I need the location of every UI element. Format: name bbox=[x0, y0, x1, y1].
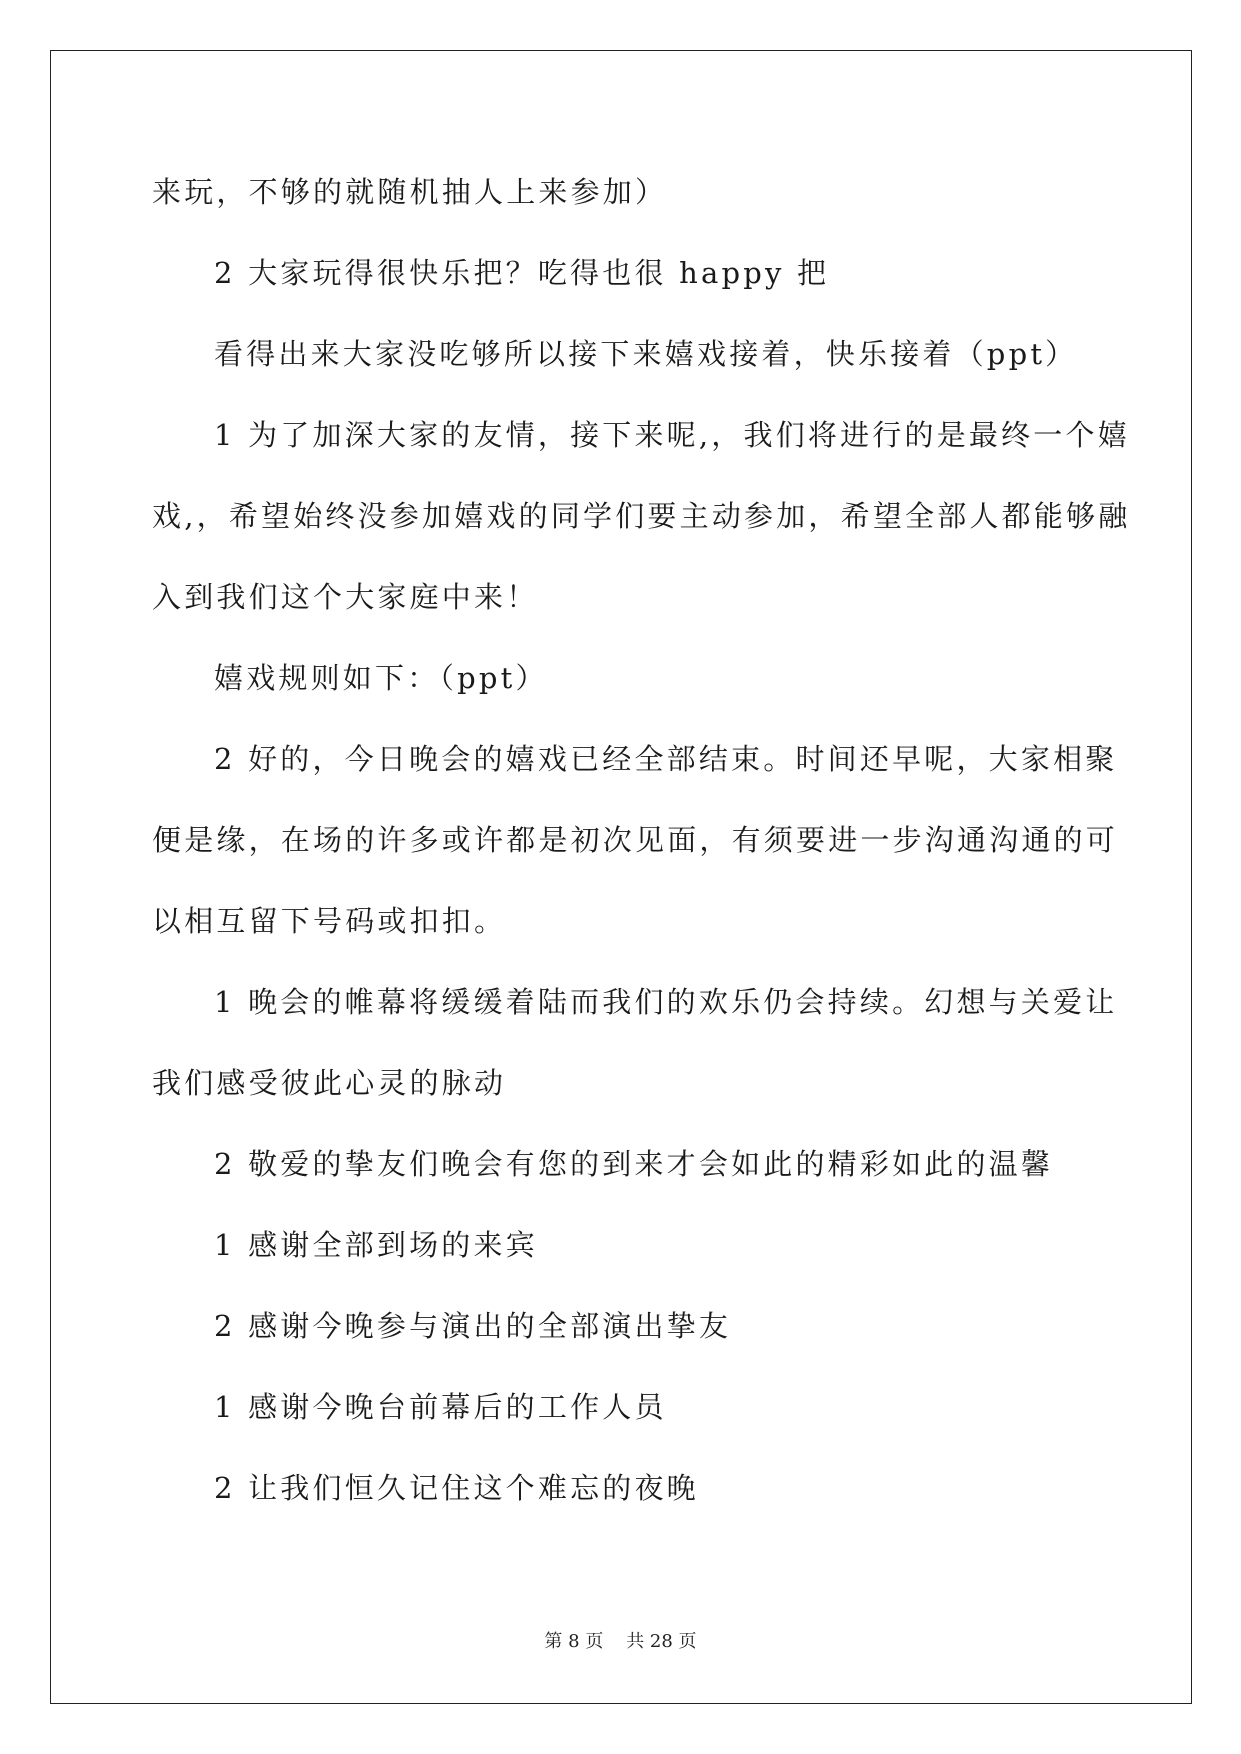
page-number-footer: 第 8 页 共 28 页 bbox=[544, 1631, 697, 1652]
paragraph-line: 2 好的，今日晚会的嬉戏已经全部结束。时间还早呢，大家相聚 bbox=[214, 742, 1118, 776]
document-body bbox=[152, 160, 1131, 1537]
paragraph-line: 2 感谢今晚参与演出的全部演出挚友 bbox=[214, 1309, 732, 1343]
paragraph-line: 1 感谢全部到场的来宾 bbox=[214, 1228, 538, 1262]
paragraph-line: 1 感谢今晚台前幕后的工作人员 bbox=[214, 1390, 667, 1424]
paragraph-line: 嬉戏规则如下：（ppt） bbox=[214, 661, 548, 695]
paragraph-line: 来玩，不够的就随机抽人上来参加） bbox=[152, 175, 668, 209]
paragraph-line: 以相互留下号码或扣扣。 bbox=[152, 904, 507, 938]
paragraph-line: 戏,，希望始终没参加嬉戏的同学们要主动参加，希望全部人都能够融 bbox=[152, 499, 1131, 533]
paragraph-line: 便是缘，在场的许多或许都是初次见面，有须要进一步沟通沟通的可 bbox=[152, 823, 1119, 857]
paragraph-line: 看得出来大家没吃够所以接下来嬉戏接着，快乐接着（ppt） bbox=[214, 337, 1078, 371]
paragraph-line: 2 敬爱的挚友们晚会有您的到来才会如此的精彩如此的温馨 bbox=[214, 1147, 1054, 1181]
paragraph-line: 1 为了加深大家的友情，接下来呢,，我们将进行的是最终一个嬉 bbox=[214, 418, 1130, 452]
paragraph-line: 入到我们这个大家庭中来！ bbox=[152, 580, 539, 614]
paragraph-line: 2 大家玩得很快乐把？吃得也很 happy 把 bbox=[214, 256, 830, 290]
paragraph-line: 我们感受彼此心灵的脉动 bbox=[152, 1066, 507, 1100]
paragraph-line: 2 让我们恒久记住这个难忘的夜晚 bbox=[214, 1471, 699, 1505]
paragraph-line: 1 晚会的帷幕将缓缓着陆而我们的欢乐仍会持续。幻想与关爱让 bbox=[214, 985, 1118, 1019]
